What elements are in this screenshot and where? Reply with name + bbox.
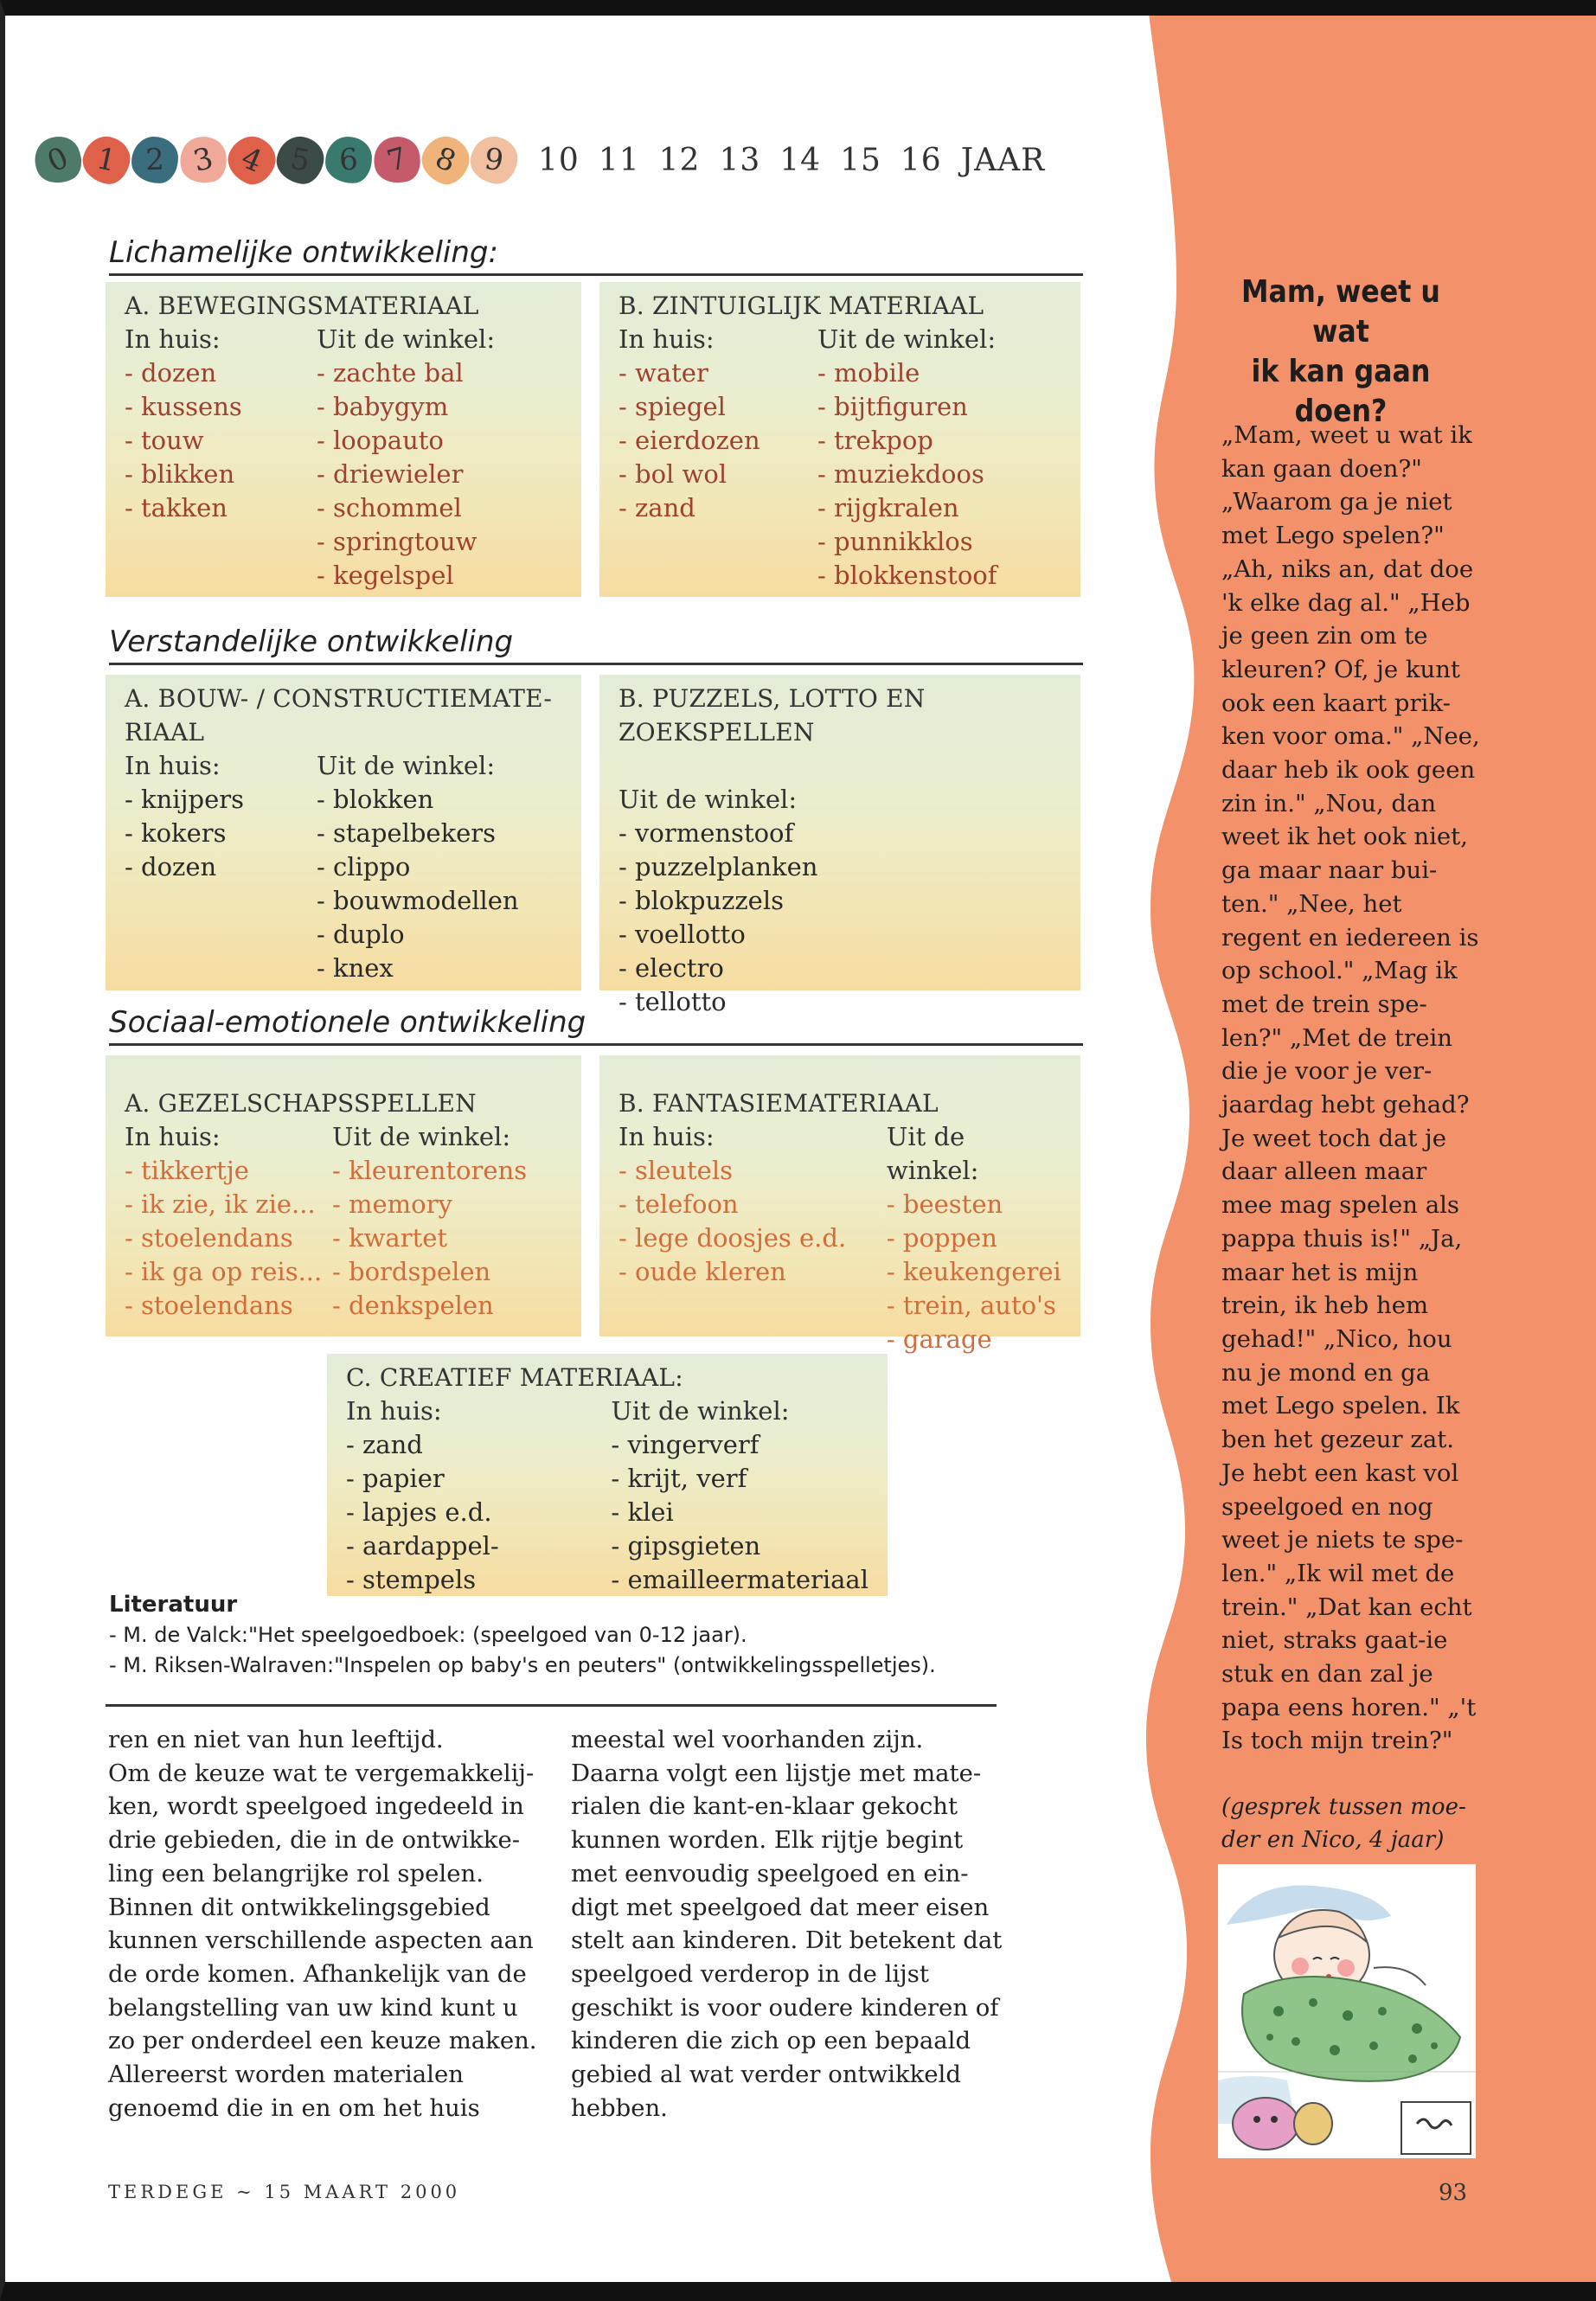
list-item: papa eens horen." „'t <box>1221 1693 1477 1721</box>
age-label: 14 <box>779 142 822 178</box>
in-huis-column <box>619 1120 887 1356</box>
list-item: trein, ik heb hem <box>1221 1292 1429 1320</box>
list-item: Je hebt een kast vol <box>1221 1458 1459 1487</box>
list-item: genoemd die in en om het huis <box>108 2093 480 2122</box>
list-item: - knex <box>317 953 394 983</box>
uit-de-winkel-label: Uit de winkel: <box>886 1122 979 1185</box>
age-label: 10 <box>538 142 580 178</box>
list-item: - takken <box>125 493 228 522</box>
section-title-verstandelijk: Verstandelijke ontwikkeling <box>109 625 1083 665</box>
list-item: - babygym <box>317 392 449 421</box>
age-marker: 0 <box>27 129 89 191</box>
list-item: nu je mond en ga <box>1221 1358 1431 1387</box>
box-puzzels-lotto-zoekspellen <box>599 675 1080 1016</box>
list-item: met Lego spelen. Ik <box>1221 1392 1460 1420</box>
list-item: rialen die kant-en-klaar gekocht <box>571 1792 958 1821</box>
list-item: - aardappel- <box>346 1531 499 1561</box>
age-marker: 7 <box>369 131 426 189</box>
list-item: - trekpop <box>817 426 933 455</box>
sidebar-dialogue <box>1221 419 1480 1758</box>
list-item: pappa thuis is!" „Ja, <box>1221 1224 1463 1253</box>
list-item: - kokers <box>125 818 227 848</box>
list-item: je geen zin om te <box>1221 622 1428 651</box>
list-item: - stempels <box>346 1565 477 1594</box>
list-item: met de trein spe- <box>1221 990 1427 1018</box>
uit-de-winkel-column <box>611 1394 869 1597</box>
list-item: maar het is mijn <box>1221 1258 1419 1286</box>
list-item: „Ah, niks an, dat doe <box>1221 554 1474 583</box>
list-item: - touw <box>125 426 204 455</box>
list-item: 'k elke dag al." „Heb <box>1221 588 1471 617</box>
list-item: kinderen die zich op een bepaald <box>571 2027 971 2055</box>
list-item: - eierdozen <box>619 426 760 455</box>
list-item: - ik ga op reis... <box>125 1257 323 1286</box>
list-item: ren en niet van hun leeftijd. <box>108 1726 444 1753</box>
list-item: - vingerverf <box>611 1430 760 1459</box>
list-item: - denkspelen <box>332 1291 494 1320</box>
list-item: met eenvoudig speelgoed en ein- <box>571 1859 969 1888</box>
list-item: - dozen <box>125 852 217 881</box>
list-item: - krijt, verf <box>611 1464 747 1493</box>
box-heading-line-2: RIAAL <box>125 718 205 747</box>
box-zintuiglijk-materiaal <box>599 282 1080 597</box>
list-item: - tellotto <box>619 987 727 1016</box>
list-item: - punnikklos <box>817 527 973 556</box>
literature-block <box>109 1590 936 1681</box>
box-gezelschapsspellen <box>106 1055 581 1336</box>
list-item: digt met speelgoed dat meer eisen <box>571 1893 990 1921</box>
list-item: kan gaan doen?" <box>1221 454 1422 483</box>
age-label: 16 <box>900 142 942 178</box>
list-item: weet ik het ook niet, <box>1221 823 1468 851</box>
box-heading: B. FANTASIEMATERIAAL <box>619 1089 939 1118</box>
body-column-right <box>571 1723 1002 2125</box>
age-marker: 1 <box>79 132 134 188</box>
list-item: kunnen verschillende aspecten aan <box>108 1926 534 1955</box>
uit-de-winkel-column <box>317 323 495 593</box>
list-item: - poppen <box>886 1223 997 1253</box>
sidebar-caption-line-1: (gesprek tussen moe- <box>1221 1794 1466 1820</box>
age-marker: 4 <box>221 130 283 191</box>
literature-title: Literatuur <box>109 1592 238 1618</box>
list-item: - clippo <box>317 852 411 881</box>
box-creatief-materiaal <box>327 1354 888 1596</box>
list-item: - memory <box>332 1189 452 1219</box>
list-item: - knijpers <box>125 785 245 814</box>
list-item: Allereerst worden materialen <box>108 2061 464 2089</box>
box-heading: B. PUZZELS, LOTTO EN ZOEKSPELLEN <box>619 684 926 747</box>
in-huis-column <box>619 323 817 593</box>
uit-de-winkel-label: Uit de winkel: <box>317 324 496 354</box>
list-item: met Lego spelen?" <box>1221 522 1445 550</box>
list-item: - springtouw <box>317 527 478 556</box>
baby-in-bed-illustration <box>1218 1864 1476 2158</box>
list-item: - blokpuzzels <box>619 886 785 915</box>
age-label: 13 <box>719 142 761 178</box>
list-item: daar alleen maar <box>1221 1157 1427 1186</box>
list-item: - dozen <box>125 358 217 388</box>
list-item: - vormenstoof <box>619 818 794 848</box>
list-item: - tikkertje <box>125 1156 249 1185</box>
list-item: - bijtfiguren <box>817 392 968 421</box>
box-bewegingsmateriaal <box>106 282 581 597</box>
list-item: - trein, auto's <box>886 1291 1056 1320</box>
list-item: Binnen dit ontwikkelingsgebied <box>108 1893 490 1921</box>
list-item: ken voor oma." „Nee, <box>1221 722 1480 751</box>
box-fantasiemateriaal <box>599 1055 1080 1354</box>
box-heading: A. GEZELSCHAPSSPELLEN <box>125 1089 477 1118</box>
list-item: ten." „Nee, het <box>1221 889 1402 918</box>
age-marker: 5 <box>273 133 328 188</box>
list-item: - loopauto <box>317 426 444 455</box>
sidebar-title <box>1211 272 1470 432</box>
list-item: hebben. <box>571 2093 668 2122</box>
list-item: - electro <box>619 953 724 983</box>
list-item: - muziekdoos <box>817 459 984 489</box>
list-item: - kussens <box>125 392 242 421</box>
list-item: - voellotto <box>619 920 746 949</box>
list-item: kleuren? Of, je kunt <box>1221 655 1460 683</box>
list-item: - M. de Valck:"Het speelgoedboek: (speelgoed van 0-12 jaar). <box>109 1623 747 1647</box>
list-item: - duplo <box>317 920 405 949</box>
box-bouw-constructiemateriaal <box>106 675 581 990</box>
uit-de-winkel-column <box>887 1120 1061 1356</box>
list-item: - kegelspel <box>317 561 454 590</box>
list-item: - bol wol <box>619 459 727 489</box>
footer-publication: TERDEGE ~ 15 MAART 2000 <box>108 2182 461 2202</box>
list-item: geschikt is voor oudere kinderen of <box>571 1993 999 2022</box>
list-item: gebied al wat verder ontwikkeld <box>571 2061 961 2089</box>
list-item: - papier <box>346 1464 445 1493</box>
age-label: 12 <box>658 142 701 178</box>
list-item: len?" „Met de trein <box>1221 1023 1452 1052</box>
page-number: 93 <box>1439 2180 1468 2206</box>
list-item: zin in." „Nou, dan <box>1221 789 1437 817</box>
list-item: - klei <box>611 1497 674 1527</box>
list-item: zo per onderdeel een keuze maken. <box>108 2027 537 2055</box>
list-item: „Mam, weet u wat ik <box>1221 421 1472 449</box>
list-item: die je voor je ver- <box>1221 1057 1433 1086</box>
box-heading: C. CREATIEF MATERIAAL: <box>346 1363 683 1392</box>
list-item: ben het gezeur zat. <box>1221 1426 1455 1454</box>
list-item: ga maar naar bui- <box>1221 856 1438 885</box>
age-marker: 8 <box>415 130 476 190</box>
list-item: - lapjes e.d. <box>346 1497 492 1527</box>
age-marker: 9 <box>468 134 521 187</box>
list-item: Daarna volgt een lijstje met mate- <box>571 1759 982 1787</box>
list-item: - bouwmodellen <box>317 886 519 915</box>
box-heading: A. BEWEGINGSMATERIAAL <box>125 292 479 320</box>
uit-de-winkel-label: Uit de winkel: <box>619 785 798 814</box>
list-item: - kwartet <box>332 1223 448 1253</box>
list-item: ling een belangrijke rol spelen. <box>108 1859 484 1888</box>
list-item: - garage <box>886 1324 992 1354</box>
body-column-left <box>108 1723 537 2125</box>
list-item: weet je niets te spe- <box>1221 1526 1464 1554</box>
list-item: - stapelbekers <box>317 818 497 848</box>
list-item: - stoelendans <box>125 1291 293 1320</box>
list-item: - driewieler <box>317 459 464 489</box>
age-label: JAAR <box>960 142 1046 178</box>
uit-de-winkel-label: Uit de winkel: <box>611 1396 790 1426</box>
list-item: niet, straks gaat-ie <box>1221 1626 1448 1655</box>
age-label: 11 <box>598 142 640 178</box>
in-huis-label: In huis: <box>619 324 715 354</box>
list-item: - ik zie, ik zie... <box>125 1189 316 1219</box>
list-item: „Waarom ga je niet <box>1221 488 1452 516</box>
list-item: jaardag hebt gehad? <box>1221 1091 1470 1119</box>
in-huis-label: In huis: <box>619 1122 715 1151</box>
list-item: - zand <box>619 493 695 522</box>
uit-de-winkel-column <box>317 749 519 985</box>
age-marker: 3 <box>175 131 231 188</box>
list-item: - sleutels <box>619 1156 733 1185</box>
box-heading-line-1: A. BOUW- / CONSTRUCTIEMATE- <box>125 684 552 713</box>
list-item: - bordspelen <box>332 1257 491 1286</box>
list-item: ook een kaart prik- <box>1221 689 1451 717</box>
in-huis-column <box>125 323 317 593</box>
list-item: - water <box>619 358 708 388</box>
list-item: - oude kleren <box>619 1257 786 1286</box>
list-item: - puzzelplanken <box>619 852 818 881</box>
list-item: - telefoon <box>619 1189 739 1219</box>
list-item: - rijgkralen <box>817 493 959 522</box>
list-item: - gipsgieten <box>611 1531 761 1561</box>
in-huis-label: In huis: <box>125 1122 221 1151</box>
uit-de-winkel-column <box>332 1120 527 1323</box>
list-item: - zachte bal <box>317 358 464 388</box>
sidebar-caption-line-2: der en Nico, 4 jaar) <box>1221 1827 1445 1853</box>
age-scale <box>35 130 1045 190</box>
list-item: len." „Ik wil met de <box>1221 1559 1455 1587</box>
uit-de-winkel-label: Uit de winkel: <box>332 1122 511 1151</box>
sidebar-caption <box>1221 1791 1466 1856</box>
list-item: - mobile <box>817 358 920 388</box>
list-item: - beesten <box>886 1189 1003 1219</box>
list-item: stelt aan kinderen. Dit betekent dat <box>571 1926 1003 1955</box>
list-item: op school." „Mag ik <box>1221 957 1458 985</box>
list-item: de orde komen. Afhankelijk van de <box>108 1959 527 1988</box>
in-huis-column <box>125 749 317 985</box>
list-item: regent en iedereen is <box>1221 923 1479 952</box>
list-item: - zand <box>346 1430 423 1459</box>
list-item: meestal wel voorhanden zijn. <box>571 1726 924 1753</box>
list-item: trein." „Dat kan echt <box>1221 1593 1472 1621</box>
list-item: kunnen worden. Elk rijtje begint <box>571 1826 964 1855</box>
list-item: - blokkenstoof <box>817 561 997 590</box>
list-item: speelgoed en nog <box>1221 1492 1433 1521</box>
in-huis-label: In huis: <box>125 324 221 354</box>
in-huis-label: In huis: <box>125 751 221 780</box>
list-item: belangstelling van uw kind kunt u <box>108 1993 518 2022</box>
list-item: ken, wordt speelgoed ingedeeld in <box>108 1792 524 1821</box>
age-marker: 2 <box>131 137 179 184</box>
section-title-sociaal: Sociaal-emotionele ontwikkeling <box>109 1005 1083 1046</box>
sidebar-title-line-2: ik kan gaan doen? <box>1251 354 1431 429</box>
in-huis-label: In huis: <box>346 1396 442 1426</box>
list-item: mee mag spelen als <box>1221 1191 1459 1220</box>
list-item: gehad!" „Nico, hou <box>1221 1324 1452 1353</box>
list-item: - stoelendans <box>125 1223 293 1253</box>
list-item: - M. Riksen-Walraven:"Inspelen op baby's en peuters" (ontwikkelingsspelletjes). <box>109 1653 936 1677</box>
list-item: Is toch mijn trein?" <box>1221 1727 1453 1755</box>
sidebar-title-line-1: Mam, weet u wat <box>1241 274 1440 349</box>
baby-illustration-svg <box>1218 1864 1476 2158</box>
age-marker: 6 <box>324 136 374 185</box>
uit-de-winkel-label: Uit de winkel: <box>817 324 997 354</box>
list-item: - schommel <box>317 493 462 522</box>
list-item: Om de keuze wat te vergemakkelij- <box>108 1759 535 1787</box>
section-title-lichamelijk: Lichamelijke ontwikkeling: <box>109 235 1083 276</box>
uit-de-winkel-label: Uit de winkel: <box>317 751 496 780</box>
literature-divider <box>106 1704 997 1707</box>
list-item: - blokken <box>317 785 434 814</box>
list-item: - lege doosjes e.d. <box>619 1223 847 1253</box>
list-item: - blikken <box>125 459 235 489</box>
list-item: - spiegel <box>619 392 726 421</box>
in-huis-column <box>346 1394 611 1597</box>
age-label: 15 <box>840 142 881 178</box>
uit-de-winkel-column <box>817 323 997 593</box>
list-item: - keukengerei <box>886 1257 1061 1286</box>
list-item: - emailleermateriaal <box>611 1565 869 1594</box>
list-item: daar heb ik ook geen <box>1221 756 1476 785</box>
list-item: - kleurentorens <box>332 1156 528 1185</box>
in-huis-column <box>125 1120 332 1323</box>
list-item: speelgoed verderop in de lijst <box>571 1959 929 1988</box>
list-item: Je weet toch dat je <box>1221 1124 1446 1152</box>
list-item: drie gebieden, die in de ontwikke- <box>108 1826 521 1855</box>
list-item: stuk en dan zal je <box>1221 1660 1433 1689</box>
box-heading: B. ZINTUIGLIJK MATERIAAL <box>619 292 984 320</box>
